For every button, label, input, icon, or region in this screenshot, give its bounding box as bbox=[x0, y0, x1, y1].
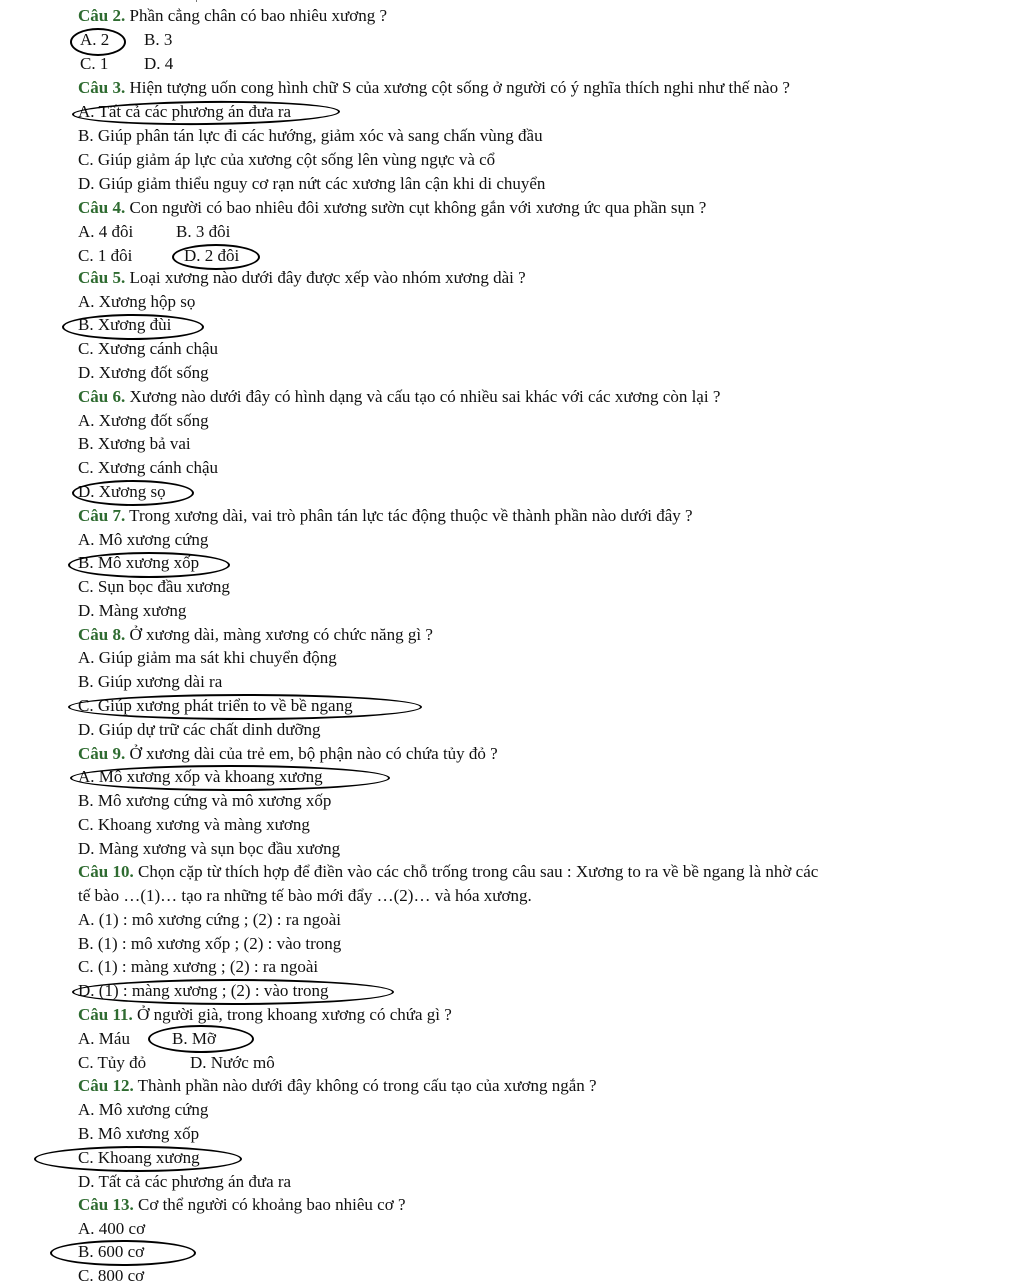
question-text: Xương nào dưới đây có hình dạng và cấu tạo có nhiều sai khác với các xương còn lại ? bbox=[125, 387, 721, 406]
option-d[interactable]: D. Nước mô bbox=[190, 1053, 275, 1072]
option-d[interactable]: D. Màng xương và sụn bọc đầu xương bbox=[78, 839, 341, 858]
question-number: Câu 12. bbox=[78, 1076, 134, 1095]
option-a[interactable]: A. Giúp giảm ma sát khi chuyển động bbox=[78, 648, 337, 667]
question-number: Câu 10. bbox=[78, 862, 134, 881]
question-number: Câu 7. bbox=[78, 506, 126, 525]
option-c[interactable]: C. 1 bbox=[80, 54, 109, 73]
question-text: Phần cẳng chân có bao nhiêu xương ? bbox=[125, 6, 388, 25]
option-d[interactable]: D. Giúp dự trữ các chất dinh dưỡng bbox=[78, 720, 321, 739]
option-a[interactable]: A. Máu bbox=[78, 1029, 130, 1048]
question-number: Câu 6. bbox=[78, 387, 126, 406]
option-a[interactable]: A. Xương đốt sống bbox=[78, 411, 209, 430]
question-text: Ở người già, trong khoang xương có chứa gì ? bbox=[132, 1005, 452, 1024]
option-a[interactable]: A. Tất cả các phương án đưa ra bbox=[78, 102, 292, 121]
question-3 bbox=[78, 76, 790, 100]
option-d[interactable]: D. Màng xương bbox=[78, 601, 187, 620]
question-6 bbox=[78, 385, 720, 409]
question-2 bbox=[78, 4, 387, 28]
option-d[interactable]: D. (1) : màng xương ; (2) : vào trong bbox=[78, 981, 329, 1000]
option-a[interactable]: A. Mô xương xốp và khoang xương bbox=[78, 767, 323, 786]
option-b[interactable]: B. (1) : mô xương xốp ; (2) : vào trong bbox=[78, 934, 342, 953]
option-d[interactable]: D. 2 đôi bbox=[184, 246, 240, 265]
question-4 bbox=[78, 196, 706, 220]
option-b[interactable]: B. Xương bả vai bbox=[78, 434, 191, 453]
option-c[interactable]: C. Sụn bọc đầu xương bbox=[78, 577, 230, 596]
question-text-continued: tế bào …(1)… tạo ra những tế bào mới đẩy …(2)… và hóa xương. bbox=[78, 886, 532, 905]
option-b[interactable]: B. Xương đùi bbox=[78, 315, 172, 334]
question-7 bbox=[78, 504, 693, 528]
option-a[interactable]: A. 4 đôi bbox=[78, 222, 134, 241]
question-text: Chọn cặp từ thích hợp để điền vào các chỗ trống trong câu sau : Xương to ra về bề ngang là nhờ các bbox=[133, 862, 819, 881]
option-b[interactable]: B. Giúp phân tán lực đi các hướng, giảm xóc và sang chấn vùng đầu bbox=[78, 126, 543, 145]
option-c[interactable]: C. Giúp giảm áp lực của xương cột sống lên vùng ngực và cổ bbox=[78, 150, 496, 169]
option-b[interactable]: B. 3 đôi bbox=[176, 222, 231, 241]
option-c[interactable]: C. Khoang xương bbox=[78, 1148, 200, 1167]
question-number: Câu 9. bbox=[78, 744, 126, 763]
question-13 bbox=[78, 1193, 406, 1217]
option-d[interactable]: D. Tất cả các phương án đưa ra bbox=[78, 1172, 292, 1191]
question-9 bbox=[78, 742, 498, 766]
question-text: Ở xương dài, màng xương có chức năng gì ? bbox=[125, 625, 433, 644]
question-12 bbox=[78, 1074, 597, 1098]
option-c[interactable]: C. Giúp xương phát triển to về bề ngang bbox=[78, 696, 353, 715]
option-d[interactable]: D. Xương sọ bbox=[78, 482, 166, 501]
question-text: Trong xương dài, vai trò phân tán lực tác động thuộc về thành phần nào dưới đây ? bbox=[125, 506, 693, 525]
option-b[interactable]: B. Mỡ bbox=[172, 1029, 216, 1048]
question-text: Thành phần nào dưới đây không có trong cấu tạo của xương ngắn ? bbox=[133, 1076, 597, 1095]
option-b[interactable]: B. Mô xương xốp bbox=[78, 553, 200, 572]
option-a[interactable]: A. Xương hộp sọ bbox=[78, 292, 196, 311]
question-5 bbox=[78, 266, 526, 290]
option-b[interactable]: B. Mô xương cứng và mô xương xốp bbox=[78, 791, 332, 810]
question-number: Câu 11. bbox=[78, 1005, 133, 1024]
option-c[interactable]: C. Tủy đỏ bbox=[78, 1053, 147, 1072]
option-b[interactable]: B. Mô xương xốp bbox=[78, 1124, 200, 1143]
option-a[interactable]: A. Mô xương cứng bbox=[78, 530, 209, 549]
option-d[interactable]: D. Giúp giảm thiểu nguy cơ rạn nứt các xương lân cận khi di chuyển bbox=[78, 174, 546, 193]
option-a[interactable]: A. 400 cơ bbox=[78, 1219, 146, 1238]
question-10 bbox=[78, 860, 818, 884]
option-c[interactable]: C. 800 cơ bbox=[78, 1266, 145, 1285]
option-d[interactable]: D. Xương đốt sống bbox=[78, 363, 209, 382]
option-a[interactable]: A. 2 bbox=[80, 30, 110, 49]
question-8 bbox=[78, 623, 433, 647]
question-text: Loại xương nào dưới đây được xếp vào nhóm xương dài ? bbox=[125, 268, 526, 287]
option-d[interactable]: D. 4 bbox=[144, 54, 174, 73]
option-b[interactable]: B. 3 bbox=[144, 30, 173, 49]
question-11 bbox=[78, 1003, 452, 1027]
option-c[interactable]: C. (1) : màng xương ; (2) : ra ngoài bbox=[78, 957, 319, 976]
option-b[interactable]: B. Giúp xương dài ra bbox=[78, 672, 223, 691]
option-b[interactable]: B. 600 cơ bbox=[78, 1242, 145, 1261]
question-number: Câu 4. bbox=[78, 198, 126, 217]
question-text: Hiện tượng uốn cong hình chữ S của xương cột sống ở người có ý nghĩa thích nghi như thế nào ? bbox=[125, 78, 790, 97]
option-c[interactable]: C. Xương cánh chậu bbox=[78, 339, 219, 358]
question-text: Con người có bao nhiêu đôi xương sườn cụt không gắn với xương ức qua phần sụn ? bbox=[125, 198, 707, 217]
option-c[interactable]: C. 1 đôi bbox=[78, 246, 133, 265]
question-number: Câu 13. bbox=[78, 1195, 134, 1214]
question-number: Câu 8. bbox=[78, 625, 126, 644]
option-a[interactable]: A. (1) : mô xương cứng ; (2) : ra ngoài bbox=[78, 910, 342, 929]
question-number: Câu 5. bbox=[78, 268, 126, 287]
option-c[interactable]: C. Xương cánh chậu bbox=[78, 458, 219, 477]
option-a[interactable]: A. Mô xương cứng bbox=[78, 1100, 209, 1119]
question-number: Câu 2. bbox=[78, 6, 126, 25]
option-c[interactable]: C. Khoang xương và màng xương bbox=[78, 815, 310, 834]
top-edge-mark bbox=[196, 0, 211, 2]
question-text: Ở xương dài của trẻ em, bộ phận nào có chứa tủy đỏ ? bbox=[125, 744, 498, 763]
question-text: Cơ thể người có khoảng bao nhiêu cơ ? bbox=[133, 1195, 406, 1214]
question-number: Câu 3. bbox=[78, 78, 126, 97]
